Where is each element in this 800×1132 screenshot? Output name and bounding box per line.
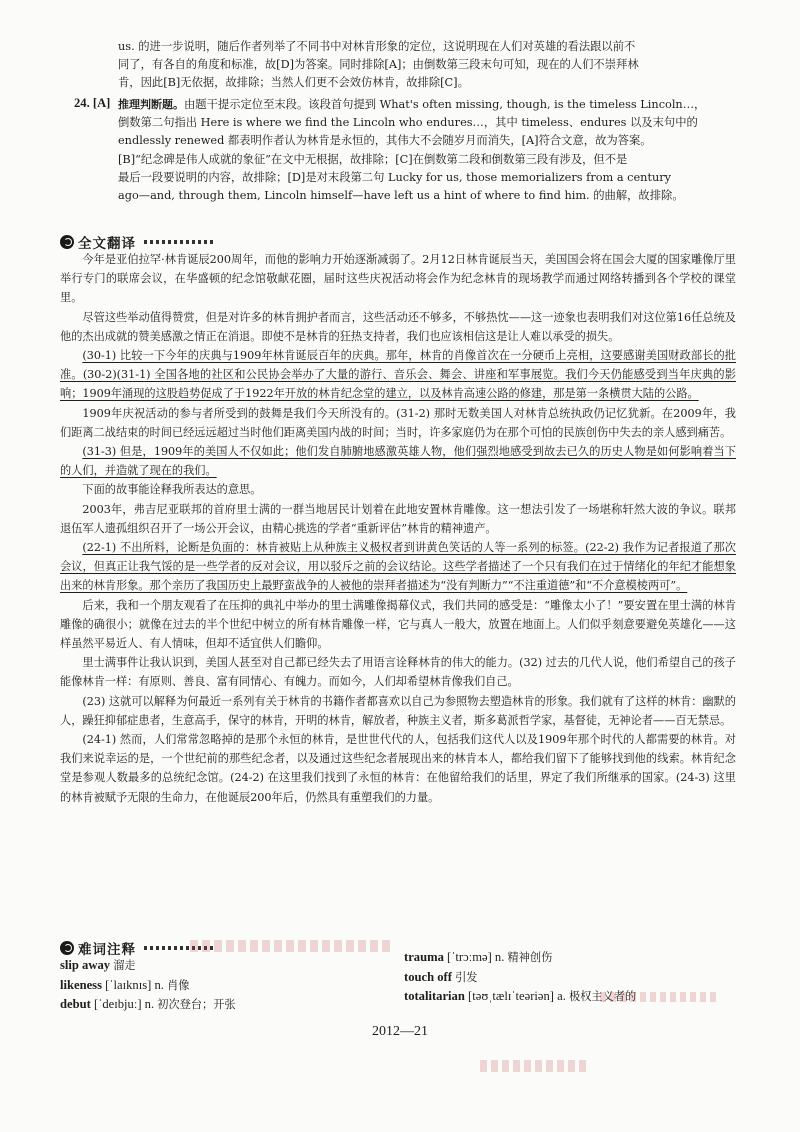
- translation-body: [60, 250, 736, 807]
- answer-line: ago—and, through them, Lincoln himself—have left us a hint of where to find him. 的曲解，故排除。: [118, 189, 684, 203]
- vocab-entry: totalitarian [təʊˌtælɪˈteəriən] a. 极权主义者的: [404, 989, 637, 1003]
- vocab-entry: likeness [ˈlaɪknɪs] n. 肖像: [60, 977, 190, 992]
- vocab-entry: trauma [ˈtrɔːmə] n. 精神创伤: [404, 950, 553, 964]
- bleed-through-mark: [480, 1060, 590, 1072]
- section-bullet-icon: [60, 235, 74, 249]
- translation-paragraph: (23) 这就可以解释为何最近一系列有关于林肯的书籍作者都喜欢以自己为参照物去塑造林肯的形象。我们就有了这样的林肯：幽默的人，躁狂抑郁症患者，生意高手，保守的林肯，开明的林肯，解放者，种族主义者，斯多葛派哲学家，基督徒，无神论者——百无禁忌。: [60, 694, 736, 727]
- bleed-through-mark: [600, 992, 720, 1002]
- answer-line: [B]“纪念碑是伟人成就的象征”在文中无根据，故排除；[C]在倒数第二段和倒数第三段有涉及，但不是: [118, 152, 628, 166]
- translation-paragraph: (22-1) 不出所料，论断是负面的：林肯被贴上从种族主义极权者到讲黄色笑话的人等一系列的标签。(22-2) 我作为记者报道了那次会议，但真正让我气馁的是一些学者的反对会议，用以驳斥之前的会议结论。这些学者描述了一个只有我们在过于情绪化的年纪才能想象出来的林肯形象。那个亲历了我国历史上最野蛮战争的人被他的崇拜者描述为“没有判断力”“不注重道德”和“不介意模棱两可”。: [60, 541, 736, 593]
- answer-line: 肯，因此[B]无依据，故排除；当然人们更不会效仿林肯，故排除[C]。: [118, 76, 469, 90]
- vocab-entry: debut [ˈdeɪbjuː] n. 初次登台；开张: [60, 997, 236, 1011]
- answer-24: [74, 96, 730, 205]
- answer-line: 同了，有各自的角度和标准，故[D]为答案。同时排除[A]；由倒数第三段末句可知，现在的人们不崇拜林: [118, 58, 639, 72]
- answer-continuation: [118, 38, 730, 93]
- translation-paragraph: 1909年庆祝活动的参与者所受到的鼓舞是我们今天所没有的。(31-2) 那时无数美国人对林肯总统执政仍记忆犹新。在2009年，我们距离二战结束的时间已经远远超过当时他们距离美国内战的时间；当时，许多家庭仍为在那个可怕的民族创伤中失去的亲人感到痛苦。: [60, 406, 736, 439]
- translation-paragraph: 下面的故事能诠释我所表达的意思。: [82, 483, 262, 497]
- translation-heading-text: 全文翻译: [78, 236, 136, 252]
- answer-line: us. 的进一步说明，随后作者列举了不同书中对林肯形象的定位，这说明现在人们对英雄的看法跟以前不: [118, 40, 636, 53]
- translation-paragraph: 后来，我和一个朋友观看了在压抑的典礼中举办的里士满雕像揭幕仪式，我们共同的感受是：“雕像太小了！”要安置在里士满的林肯雕像的确很小；就像在过去的半个世纪中树立的所有林肯雕像一样，它与真人一般大，放置在地面上。人们似乎刻意要避免英雄化——这样虽然平易近人、有人情味，但却不适宜供人们瞻仰。: [60, 598, 736, 651]
- page-number: 2012—21: [372, 1024, 428, 1039]
- translation-paragraph: (24-1) 然而，人们常常忽略掉的是那个永恒的林肯，是世世代代的人，包括我们这代人以及1909年那个时代的人都需要的林肯。对我们来说幸运的是，一个世纪前的那些纪念者，以及通过这些纪念者展现出来的林肯本人，都给我们留下了能够找到他的线索。林肯纪念堂是参观人数最多的总统纪念馆。(24-2) 在这里我们找到了永恒的林肯：在他留给我们的话里，界定了我们所继承的国家。(24-3) 这里的林肯被赋予无限的生命力，在他诞辰200年后，仍然具有重塑我们的力量。: [60, 733, 736, 804]
- answer-line: 由题干提示定位至末段。该段首句提到 What's often missing, though, is the timeless Lincoln…，: [184, 98, 706, 111]
- translation-heading: [60, 232, 214, 252]
- heading-rule: [144, 240, 214, 244]
- vocab-left-column: [60, 956, 380, 1015]
- answer-line: endlessly renewed 都表明作者认为林肯是永恒的，其伟大不会随岁月而消失，[A]符合文意，故为答案。: [118, 134, 652, 148]
- section-bullet-icon: [60, 941, 74, 955]
- answer-number: 24. [A]: [74, 96, 111, 110]
- vocab-entry: touch off 引发: [404, 969, 478, 984]
- translation-paragraph: 尽管这些举动值得赞赏，但是对许多的林肯拥护者而言，这些活动还不够多，不够热忱——这一迹象也表明我们对这位第16任总统及他的杰出成就的赞美感激之情正在消退。即使不是林肯的狂热支持者，我们也应该相信这是让人难以承受的损失。: [60, 310, 736, 343]
- translation-paragraph: (31-3) 但是，1909年的美国人不仅如此；他们发自肺腑地感激英雄人物，他们强烈地感受到故去已久的历史人物是如何影响着当下的人们，并造就了现在的我们。: [60, 445, 736, 478]
- translation-paragraph: 2003年，弗吉尼亚联邦的首府里士满的一群当地居民计划着在此地安置林肯雕像。这一想法引发了一场堪称轩然大波的争议。联邦退伍军人遗孤组织召开了一场公开会议，由精心挑选的学者“重新评估”林肯的精神遗产。: [60, 502, 736, 535]
- answer-line: 最后一段要说明的内容，故排除；[D]是对末段第二句 Lucky for us, those memorializers from a century: [118, 170, 672, 184]
- translation-paragraph: 今年是亚伯拉罕·林肯诞辰200周年，而他的影响力开始逐渐减弱了。2月12日林肯诞辰当天，美国国会将在国会大厦的国家雕像厅里举行专门的联席会议，在华盛顿的纪念馆敬献花圈，届时这些庆祝活动将会作为纪念林肯的现场教学而通过网络转播到各个学校的课堂里。: [60, 253, 736, 305]
- question-type-label: 推理判断题。: [118, 98, 184, 111]
- vocab-heading-text: 难词注释: [78, 942, 136, 958]
- vocab-entry: slip away 溜走: [60, 958, 136, 972]
- bleed-through-mark: [190, 940, 390, 952]
- answer-line: 倒数第二句指出 Here is where we find the Lincoln who endures…，其中 timeless、endures 以及末句中的: [118, 116, 698, 130]
- translation-paragraph: 里士满事件让我认识到，美国人甚至对自己都已经失去了用语言诠释林肯的伟大的能力。(32) 过去的几代人说，他们希望自己的孩子能像林肯一样：有原则、善良、富有同情心、有魄力。而如今，人们却希望林肯像我们自己。: [60, 656, 736, 689]
- translation-paragraph: (30-1) 比较一下今年的庆典与1909年林肯诞辰百年的庆典。那年，林肯的肖像首次在一分硬币上亮相，这要感谢美国财政部长的批准。(30-2)(31-1) 全国各地的社区和公民协会举办了大量的游行、音乐会、舞会、讲座和军事展览。我们今天仍能感受到当年庆典的影响；1909年涌现的这股趋势促成了于1922年开放的林肯纪念堂的建立，以及林肯高速公路的修建，那是第一条横贯大陆的公路。: [60, 349, 736, 401]
